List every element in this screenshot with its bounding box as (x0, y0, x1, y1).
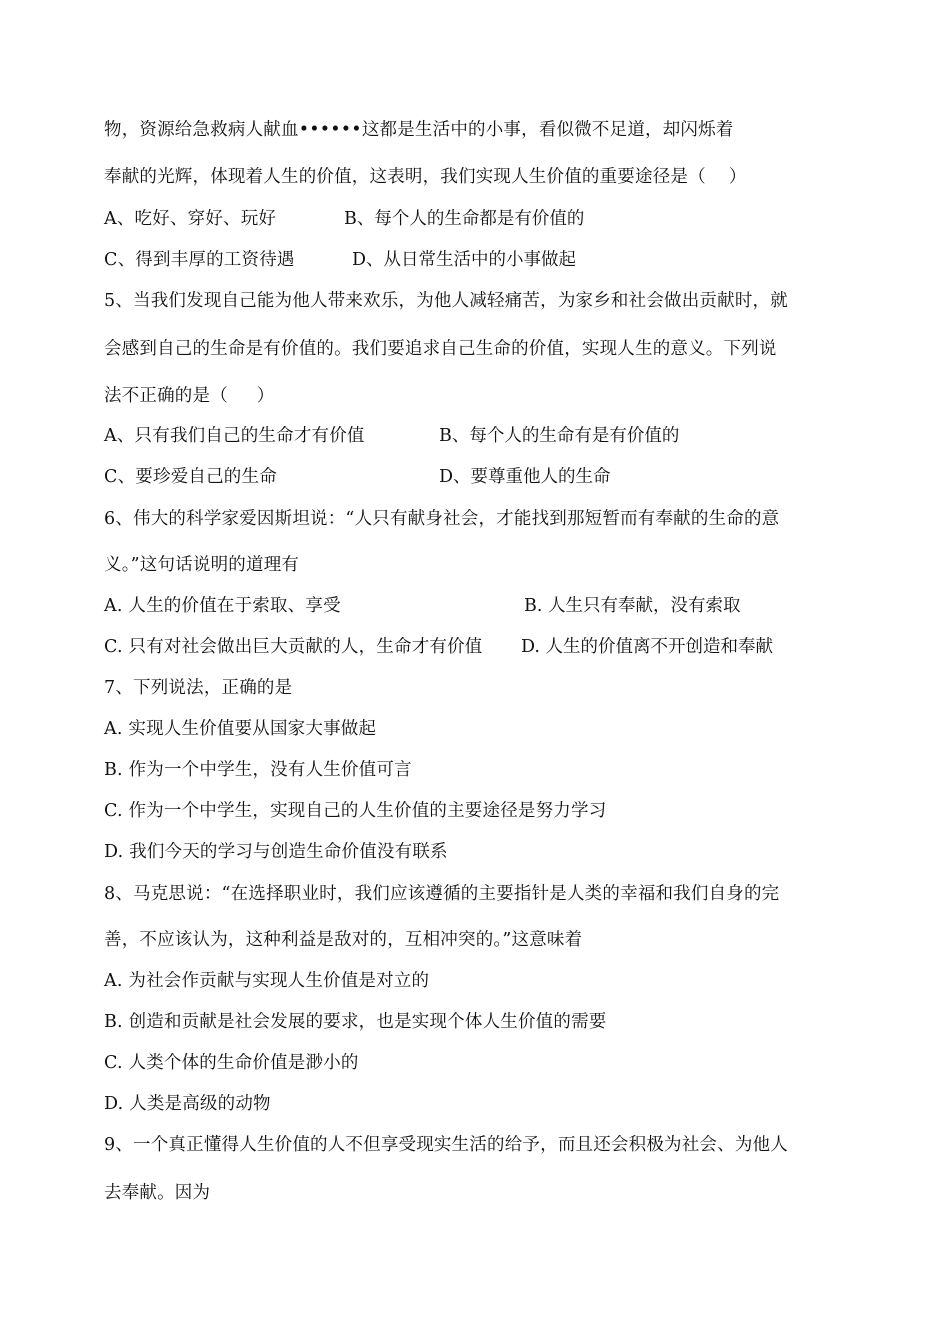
q7-option-c: C. 作为一个中学生，实现自己的人生价值的主要途径是努力学习 (104, 801, 607, 821)
q4-option-d: D、从日常生活中的小事做起 (352, 250, 577, 270)
q6-stem-line-1: 6、伟大的科学家爱因斯坦说：“人只有献身社会，才能找到那短暂而有奉献的生命的意 (104, 509, 780, 529)
q7-option-b: B. 作为一个中学生，没有人生价值可言 (104, 760, 412, 780)
q8-option-b: B. 创造和贡献是社会发展的要求，也是实现个体人生价值的需要 (104, 1012, 607, 1032)
q4-option-c: C、得到丰厚的工资待遇 (104, 250, 295, 270)
q4-stem-line-1: 物，资源给急救病人献血••••••这都是生活中的小事，看似微不足道，却闪烁着 (104, 120, 734, 140)
q5-option-d: D、要尊重他人的生命 (439, 467, 611, 487)
q9-stem-line-1: 9、一个真正懂得人生价值的人不但享受现实生活的给予，而且还会积极为社会、为他人 (104, 1135, 788, 1155)
q4-option-a: A、吃好、穿好、玩好 (104, 209, 277, 229)
q6-option-d: D. 人生的价值离不开创造和奉献 (521, 637, 774, 657)
q5-stem-line-2: 会感到自己的生命是有价值的。我们要追求自己生命的价值，实现人生的意义。下列说 (104, 339, 777, 359)
q7-option-d: D. 我们今天的学习与创造生命价值没有联系 (104, 842, 448, 862)
q8-option-c: C. 人类个体的生命价值是渺小的 (104, 1053, 359, 1073)
q6-option-c: C. 只有对社会做出巨大贡献的人，生命才有价值 (104, 637, 483, 657)
q7-stem-line-1: 7、下列说法，正确的是 (104, 678, 293, 698)
q8-stem-line-2: 善，不应该认为，这种利益是敌对的，互相冲突的。”这意味着 (104, 930, 583, 950)
q9-stem-line-2: 去奉献。因为 (104, 1183, 211, 1203)
q5-stem-line-1: 5、当我们发现自己能为他人带来欢乐，为他人减轻痛苦，为家乡和社会做出贡献时，就 (104, 291, 788, 311)
q4-stem-line-2: 奉献的光辉，体现着人生的价值，这表明，我们实现人生价值的重要途径是（ ） (104, 167, 747, 187)
q6-option-b: B. 人生只有奉献，没有索取 (524, 596, 741, 616)
q5-stem-line-3: 法不正确的是（ ） (104, 386, 275, 406)
q6-option-a: A. 人生的价值在于索取、享受 (104, 596, 341, 616)
q6-stem-line-2: 义。”这句话说明的道理有 (104, 555, 300, 575)
q8-option-a: A. 为社会作贡献与实现人生价值是对立的 (104, 971, 430, 991)
q5-option-c: C、要珍爱自己的生命 (104, 467, 277, 487)
q4-option-b: B、每个人的生命都是有价值的 (344, 209, 585, 229)
q8-option-d: D. 人类是高级的动物 (104, 1094, 271, 1114)
q8-stem-line-1: 8、马克思说：“在选择职业时，我们应该遵循的主要指针是人类的幸福和我们自身的完 (104, 884, 780, 904)
q7-option-a: A. 实现人生价值要从国家大事做起 (104, 719, 377, 739)
q5-option-a: A、只有我们自己的生命才有价值 (104, 426, 365, 446)
q5-option-b: B、每个人的生命有是有价值的 (439, 426, 680, 446)
